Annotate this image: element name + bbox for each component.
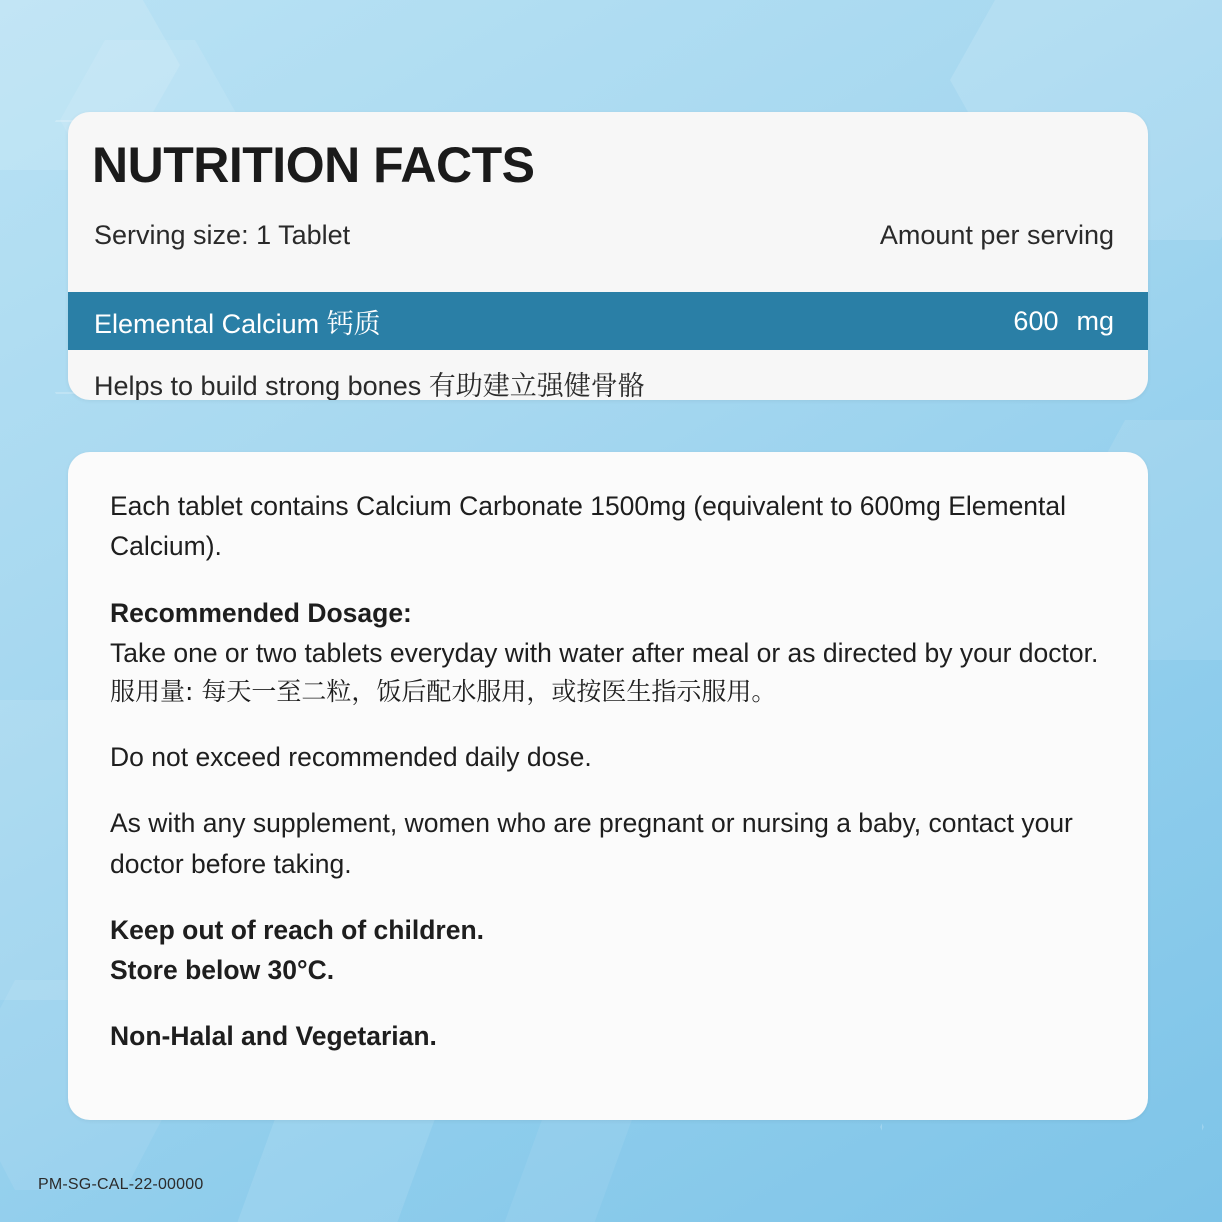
page-title: NUTRITION FACTS: [92, 137, 535, 193]
dosage-heading: Recommended Dosage:: [110, 597, 412, 628]
warning-dose-text: Do not exceed recommended daily dose.: [110, 742, 592, 773]
dosage-text-en: Take one or two tablets everyday with water after meal or as directed by your doctor.: [110, 637, 1099, 668]
nutrient-unit: mg: [1076, 305, 1114, 336]
dosage-text-cn: 服用量: 每天一至二粒，饭后配水服用，或按医生指示服用。: [110, 677, 777, 707]
benefit-statement: Helps to build strong bones 有助建立强健骨骼: [94, 371, 645, 400]
halal-vegetarian-text: Non-Halal and Vegetarian.: [110, 1021, 437, 1052]
product-details-panel: [68, 452, 1148, 1120]
amount-per-serving-label: Amount per serving: [879, 220, 1114, 250]
document-code: PM-SG-CAL-22-00000: [38, 1176, 204, 1193]
serving-size-label: Serving size: 1 Tablet: [94, 220, 351, 250]
nutrient-row: [68, 292, 1148, 350]
nutrient-name: Elemental Calcium 钙质: [94, 308, 381, 339]
nutrient-value: 600: [1013, 305, 1059, 336]
storage-text: Store below 30°C.: [110, 955, 335, 986]
composition-text: Each tablet contains Calcium Carbonate 1500mg (equivalent to 600mg Elemental Calcium).: [110, 491, 1067, 562]
nutrition-facts-panel: [68, 112, 1148, 400]
keep-out-of-reach-text: Keep out of reach of children.: [110, 914, 484, 945]
warning-pregnancy-text: As with any supplement, women who are pregnant or nursing a baby, contact your doctor before taking.: [110, 808, 1073, 879]
